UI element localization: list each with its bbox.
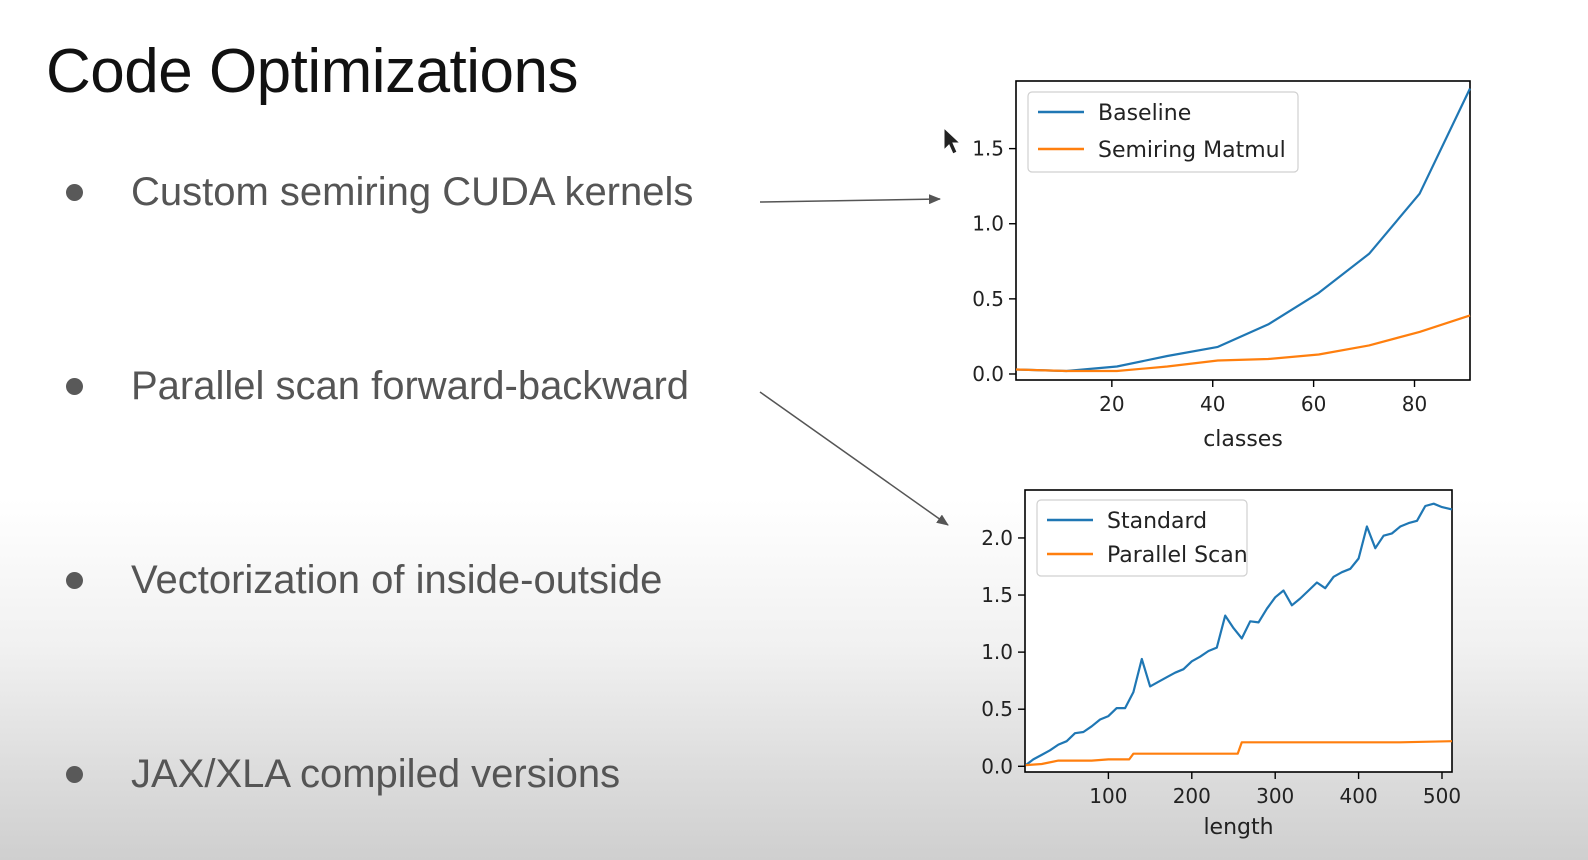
x-tick-label: 100 [1089, 784, 1128, 808]
arrow-to-top-chart [760, 199, 940, 202]
bullet-text: Vectorization of inside-outside [131, 558, 663, 602]
legend-label: Semiring Matmul [1098, 138, 1286, 163]
legend-label: Baseline [1098, 101, 1192, 126]
bullet-text: Custom semiring CUDA kernels [131, 170, 694, 214]
x-tick-label: 300 [1256, 784, 1295, 808]
x-tick-label: 20 [1099, 392, 1125, 416]
legend-label: Parallel Scan [1107, 543, 1248, 568]
y-tick-label: 1.0 [981, 640, 1013, 665]
bullet-text: JAX/XLA compiled versions [131, 752, 621, 796]
y-tick-label: 0.5 [981, 697, 1013, 722]
arrow-to-bottom-chart [760, 392, 948, 525]
y-tick-label: 0.0 [981, 754, 1013, 779]
mouse-cursor-icon [944, 128, 960, 154]
slide-title: Code Optimizations [46, 37, 579, 106]
y-tick-label: 1.5 [981, 583, 1013, 608]
x-tick-label: 400 [1339, 784, 1378, 808]
x-tick-label: 80 [1401, 392, 1428, 416]
length-timing-chart [981, 490, 1461, 840]
x-axis-label: classes [1203, 427, 1283, 452]
x-tick-label: 60 [1300, 392, 1327, 416]
legend-label: Standard [1107, 509, 1208, 534]
y-tick-label: 1.5 [972, 136, 1004, 161]
x-tick-label: 500 [1422, 784, 1462, 808]
x-tick-label: 200 [1172, 784, 1211, 808]
y-tick-label: 2.0 [981, 525, 1013, 550]
y-tick-label: 0.5 [972, 286, 1004, 311]
classes-timing-chart [972, 81, 1470, 452]
bullet-text: Parallel scan forward-backward [131, 364, 690, 408]
y-tick-label: 1.0 [972, 211, 1004, 236]
x-tick-label: 40 [1200, 392, 1226, 416]
y-tick-label: 0.0 [972, 361, 1004, 386]
x-axis-label: length [1203, 815, 1274, 840]
